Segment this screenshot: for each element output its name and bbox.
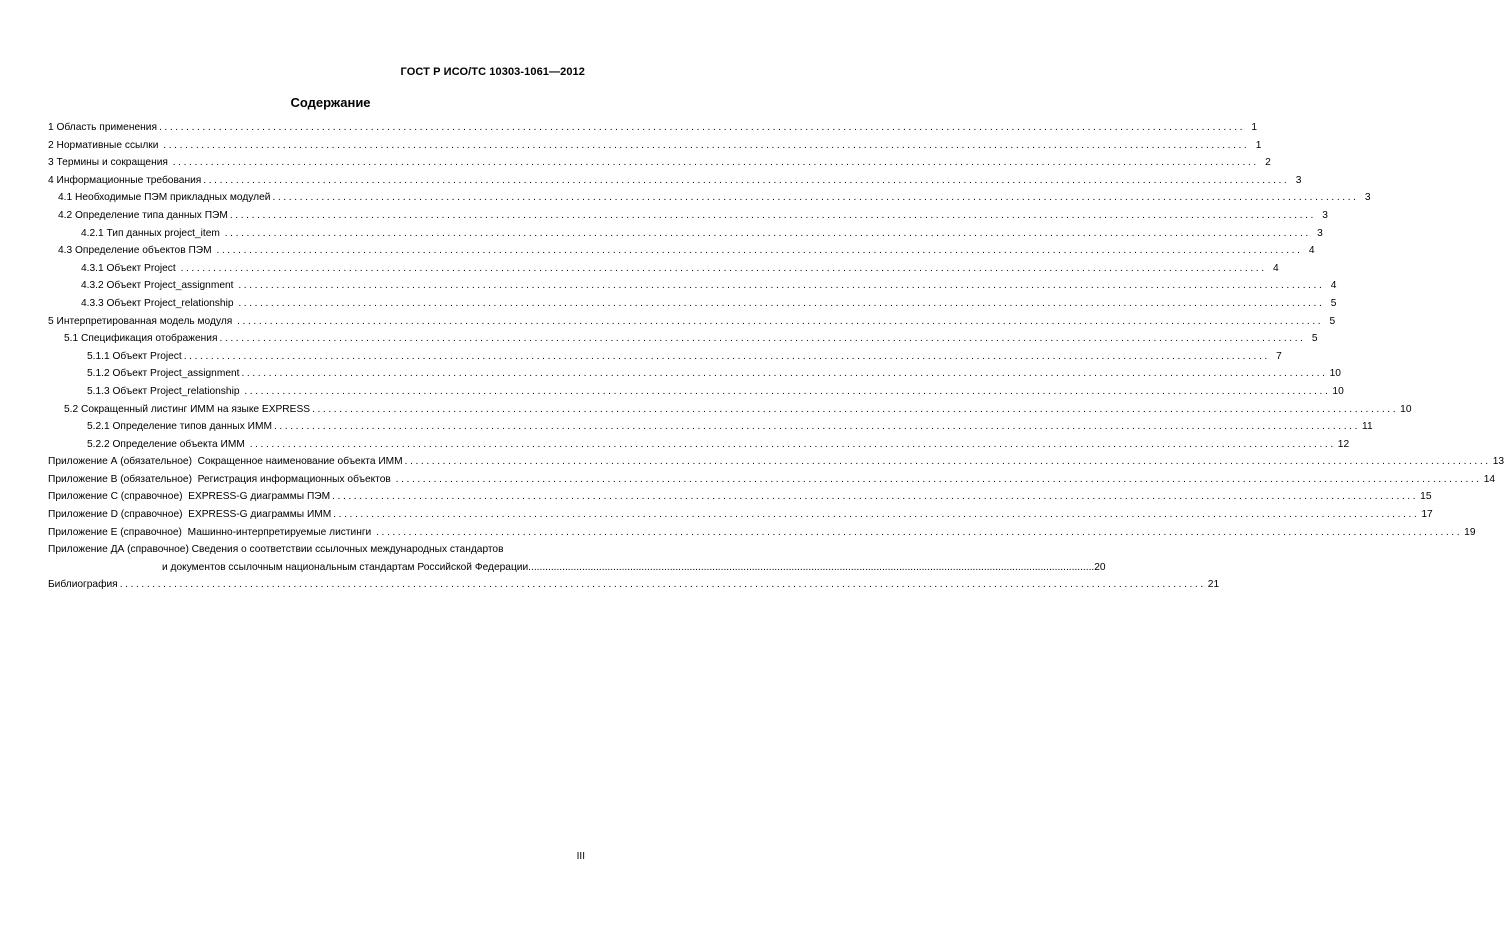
dot-leader: ........................................................................................................................................................................................................	[158, 122, 1246, 133]
toc-page: 4	[1308, 245, 1315, 257]
toc-entry[interactable]: 5.1 Спецификация отображения ........................................................................................................................................................................................................ 5	[64, 333, 1318, 345]
toc-entry-appendix-da[interactable]: Приложение ДА (справочное) Сведения о соответствии ссылочных международных стандартов	[48, 544, 504, 556]
toc-entry[interactable]: 4.3.1 Объект Project ........................................................................................................................................................................................................ 4	[81, 262, 1279, 274]
dot-leader: ........................................................................................................................................................................................................	[219, 333, 1306, 345]
toc-entry-bibliography[interactable]: Библиография ........................................................................................................................................................................................................ 21	[48, 579, 1220, 591]
dot-leader: ........................................................................................................................................................................................................	[241, 368, 1328, 380]
toc-entry[interactable]: 5.2.2 Определение объекта ИММ ........................................................................................................................................................................................................ 12	[87, 438, 1350, 450]
toc-entry[interactable]: 4.3.3 Объект Project_relationship ........................................................................................................................................................................................................ 5	[81, 297, 1337, 309]
toc-entry[interactable]: 4.2 Определение типа данных ПЭМ ........................................................................................................................................................................................................ 3	[58, 209, 1328, 221]
dot-leader: ........................................................................................................................................................................................................	[237, 315, 1324, 327]
dot-leader: ........................................................................................................................................................................................................	[183, 350, 1270, 362]
dot-leader: ........................................................................................................................................................................................................	[244, 385, 1331, 397]
toc-entry[interactable]: 4.3 Определение объектов ПЭМ ........................................................................................................................................................................................................ 4	[58, 245, 1315, 257]
dot-leader: ........................................................................................................................................................................................................	[312, 403, 1399, 415]
dot-leader: ........................................................................................................................................................................................................	[249, 438, 1336, 450]
toc-page: 20	[1094, 561, 1106, 573]
dot-leader: ........................................................................................................................................................................................................	[172, 157, 1259, 169]
toc-entry-appendix[interactable]: Приложение D (справочное) EXPRESS-G диаграммы ИММ ........................................................................................................................................................................................................ 17	[48, 509, 1433, 521]
dot-leader: ........................................................................................................................................................................................................	[229, 209, 1316, 221]
toc-entry[interactable]: 2 Нормативные ссылки ........................................................................................................................................................................................................ 1	[48, 139, 1262, 151]
dot-leader: ........................................................................................................................................................................................................	[404, 456, 1491, 468]
dot-leader: ........................................................................................................................................................................................................	[528, 561, 1095, 573]
toc-page: 10	[1332, 385, 1344, 397]
toc-page: 14	[1483, 473, 1496, 485]
dot-leader: ........................................................................................................................................................................................................	[180, 262, 1267, 274]
toc-page: 1	[1251, 122, 1258, 133]
toc-entry-appendix-da-continuation[interactable]: и документов ссылочным национальным стандартам Российской Федерации ........................................................................................................................................................................................................ 20	[162, 561, 1106, 573]
toc-entry[interactable]: 4.2.1 Тип данных project_item ........................................................................................................................................................................................................ 3	[81, 227, 1323, 239]
toc-entry[interactable]: 4.3.2 Объект Project_assignment ........................................................................................................................................................................................................ 4	[81, 280, 1337, 292]
toc-entry[interactable]: 1 Область применения ........................................................................................................................................................................................................ 1	[48, 122, 1258, 133]
toc-entry[interactable]: 5.1.1 Объект Project ........................................................................................................................................................................................................ 7	[87, 350, 1282, 362]
toc-page: 3	[1322, 209, 1328, 221]
dot-leader: ........................................................................................................................................................................................................	[395, 473, 1482, 485]
toc-entry[interactable]: 4 Информационные требования ........................................................................................................................................................................................................ 3	[48, 174, 1302, 186]
table-of-contents	[48, 122, 1504, 597]
toc-entry-appendix[interactable]: Приложение С (справочное) EXPRESS-G диаграммы ПЭМ ........................................................................................................................................................................................................ 15	[48, 491, 1432, 503]
toc-page: 15	[1420, 491, 1432, 503]
toc-page: 10	[1400, 403, 1412, 415]
toc-entry-appendix[interactable]: Приложение А (обязательное) Сокращенное наименование объекта ИММ ........................................................................................................................................................................................................ 13	[48, 456, 1504, 468]
toc-page: 3	[1295, 174, 1302, 186]
dot-leader: ........................................................................................................................................................................................................	[332, 491, 1419, 503]
page-number: III	[576, 851, 585, 862]
toc-page: 3	[1364, 192, 1371, 204]
toc-page: 4	[1330, 280, 1337, 292]
toc-page: 11	[1362, 421, 1373, 433]
dot-leader: ........................................................................................................................................................................................................	[119, 579, 1206, 591]
toc-entry[interactable]: 5.2.1 Определение типов данных ИММ ........................................................................................................................................................................................................ 11	[87, 421, 1373, 433]
toc-page: 2	[1265, 157, 1271, 169]
toc-page: 4	[1272, 262, 1279, 274]
toc-page: 12	[1337, 438, 1350, 450]
dot-leader: ........................................................................................................................................................................................................	[376, 526, 1463, 538]
toc-entry[interactable]: 5.1.3 Объект Project_relationship ........................................................................................................................................................................................................ 10	[87, 385, 1344, 397]
toc-entry[interactable]: 3 Термины и сокращения ........................................................................................................................................................................................................ 2	[48, 157, 1271, 169]
toc-page: 5	[1330, 297, 1337, 309]
toc-page: 21	[1207, 579, 1220, 591]
toc-entry[interactable]: 5.2 Сокращенный листинг ИММ на языке EXPRESS ........................................................................................................................................................................................................ 10	[64, 403, 1412, 415]
toc-entry[interactable]: 5 Интерпретированная модель модуля ........................................................................................................................................................................................................ 5	[48, 315, 1336, 327]
toc-page: 3	[1317, 227, 1323, 239]
toc-entry[interactable]: 5.1.2 Объект Project_assignment ........................................................................................................................................................................................................ 10	[87, 368, 1341, 380]
toc-entry-appendix[interactable]: Приложение Е (справочное) Машинно-интерпретируемые листинги ........................................................................................................................................................................................................ 19	[48, 526, 1476, 538]
toc-title: Содержание	[290, 95, 371, 110]
dot-leader: ........................................................................................................................................................................................................	[238, 297, 1325, 309]
toc-page: 10	[1329, 368, 1341, 380]
toc-page: 5	[1311, 333, 1318, 345]
document-header: ГОСТ Р ИСО/ТС 10303-1061—2012	[400, 66, 585, 78]
toc-page: 5	[1329, 315, 1336, 327]
dot-leader: ........................................................................................................................................................................................................	[216, 245, 1303, 257]
dot-leader: ........................................................................................................................................................................................................	[273, 421, 1361, 433]
dot-leader: ........................................................................................................................................................................................................	[238, 280, 1325, 292]
toc-page: 13	[1492, 456, 1504, 468]
dot-leader: ........................................................................................................................................................................................................	[272, 192, 1359, 204]
toc-page: 7	[1276, 350, 1282, 362]
dot-leader: ........................................................................................................................................................................................................	[224, 227, 1311, 239]
toc-page: 17	[1421, 509, 1433, 521]
dot-leader: ........................................................................................................................................................................................................	[333, 509, 1420, 521]
toc-page: 19	[1464, 526, 1476, 538]
toc-entry-appendix[interactable]: Приложение В (обязательное) Регистрация информационных объектов ........................................................................................................................................................................................................ 14	[48, 473, 1496, 485]
dot-leader: ........................................................................................................................................................................................................	[203, 174, 1290, 186]
dot-leader: ........................................................................................................................................................................................................	[163, 139, 1250, 151]
toc-page: 1	[1255, 139, 1262, 151]
toc-entry[interactable]: 4.1 Необходимые ПЭМ прикладных модулей ........................................................................................................................................................................................................ 3	[58, 192, 1371, 204]
